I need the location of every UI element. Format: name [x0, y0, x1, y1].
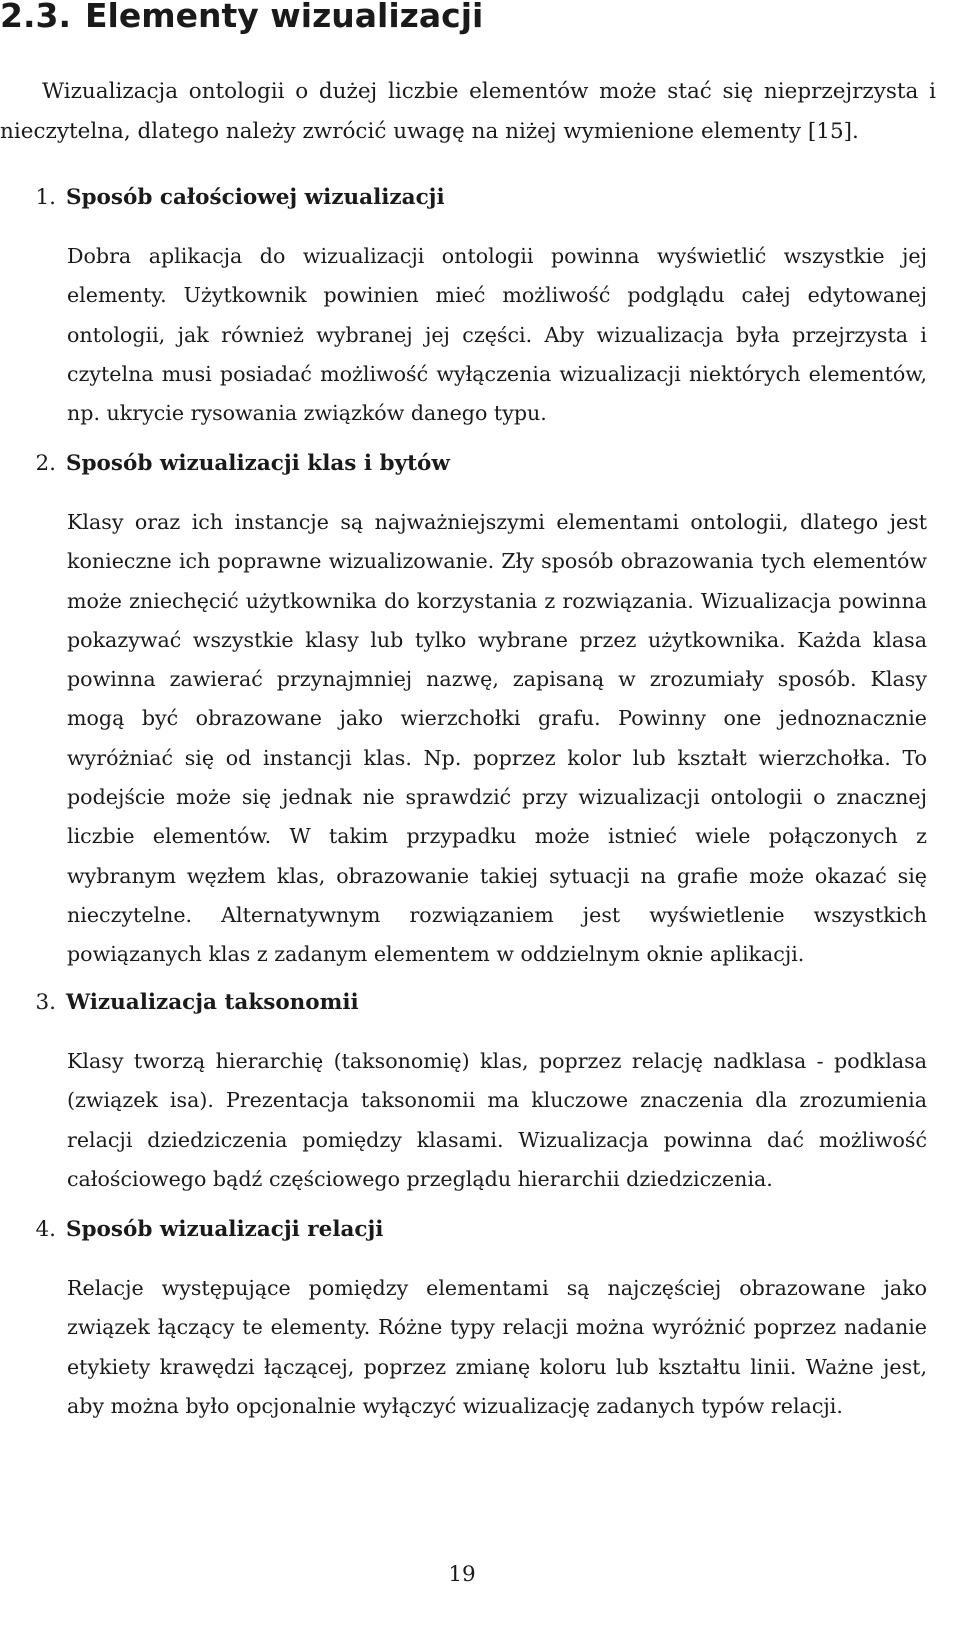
intro-paragraph: Wizualizacja ontologii o dużej liczbie elementów może stać się nieprzejrzysta i nieczytelna, dlatego należy zwrócić uwagę na niżej wymienione elementy [15]. [0, 79, 936, 144]
list-item [0, 444, 936, 975]
list-item-heading [0, 1210, 936, 1250]
list-item-body: Klasy tworzą hierarchię (taksonomię) klas, poprzez relację nadklasa - podklasa (związek isa). Prezentacja taksonomii ma kluczowe znaczenia dla zrozumienia relacji dziedziczenia pomiędzy klasami. Wizualizacja powinna dać możliwość całościowego bądź częściowego przeglądu hierarchii dziedziczenia. [67, 1049, 927, 1191]
list-item-number: 2. [35, 451, 56, 476]
list-item-title: Wizualizacja taksonomii [66, 990, 359, 1015]
list-item-body: Klasy oraz ich instancje są najważniejszymi elementami ontologii, dlatego jest konieczne ich poprawne wizualizowanie. Zły sposób obrazowania tych elementów może zniechęcić użytkownika do korzystania z rozwiązania. Wizualizacja powinna pokazywać wszystkie klasy lub tylko wybrane przez użytkownika. Każda klasa powinna zawierać przynajmniej nazwę, zapisaną w zrozumiały sposób. Klasy mogą być obrazowane jako wierzchołki grafu. Powinny one jednoznacznie wyróżniać się od instancji klas. Np. poprzez kolor lub kształt wierzchołka. To podejście może się jednak nie sprawdzić przy wizualizacji ontologii o znacznej liczbie elementów. W takim przypadku może istnieć wiele połączonych z wybranym węzłem klas, obrazowanie takiej sytuacji na grafie może okazać się nieczytelne. Alternatywnym rozwiązaniem jest wyświetlenie wszystkich powiązanych klas z zadanym elementem w oddzielnym oknie aplikacji. [67, 510, 927, 967]
list-item-title: Sposób całościowej wizualizacji [66, 185, 445, 210]
list-item-number: 4. [35, 1217, 56, 1242]
list-item-heading [0, 178, 936, 218]
section-heading [0, 0, 483, 38]
list-item-heading [0, 444, 936, 484]
list-item-title: Sposób wizualizacji relacji [66, 1217, 384, 1242]
list-item [0, 178, 936, 433]
section-number: 2.3. [0, 0, 71, 35]
list-item-body: Relacje występujące pomiędzy elementami są najczęściej obrazowane jako związek łączący te elementy. Różne typy relacji można wyróżnić poprzez nadanie etykiety krawędzi łączącej, poprzez zmianę koloru lub kształtu linii. Ważne jest, aby można było opcjonalnie wyłączyć wizualizację zadanych typów relacji. [67, 1276, 927, 1418]
section-title: Elementy wizualizacji [85, 0, 484, 35]
list-item-title: Sposób wizualizacji klas i bytów [66, 451, 450, 476]
list-item [0, 983, 936, 1199]
list-item-number: 1. [35, 185, 56, 210]
list-item-heading [0, 983, 936, 1023]
list-item [0, 1210, 936, 1426]
page-number: 19 [448, 1562, 476, 1587]
list-item-number: 3. [35, 990, 56, 1015]
list-item-body: Dobra aplikacja do wizualizacji ontologii powinna wyświetlić wszystkie jej elementy. Użytkownik powinien mieć możliwość podglądu całej edytowanej ontologii, jak również wybranej jej części. Aby wizualizacja była przejrzysta i czytelna musi posiadać możliwość wyłączenia wizualizacji niektórych elementów, np. ukrycie rysowania związków danego typu. [67, 244, 927, 426]
